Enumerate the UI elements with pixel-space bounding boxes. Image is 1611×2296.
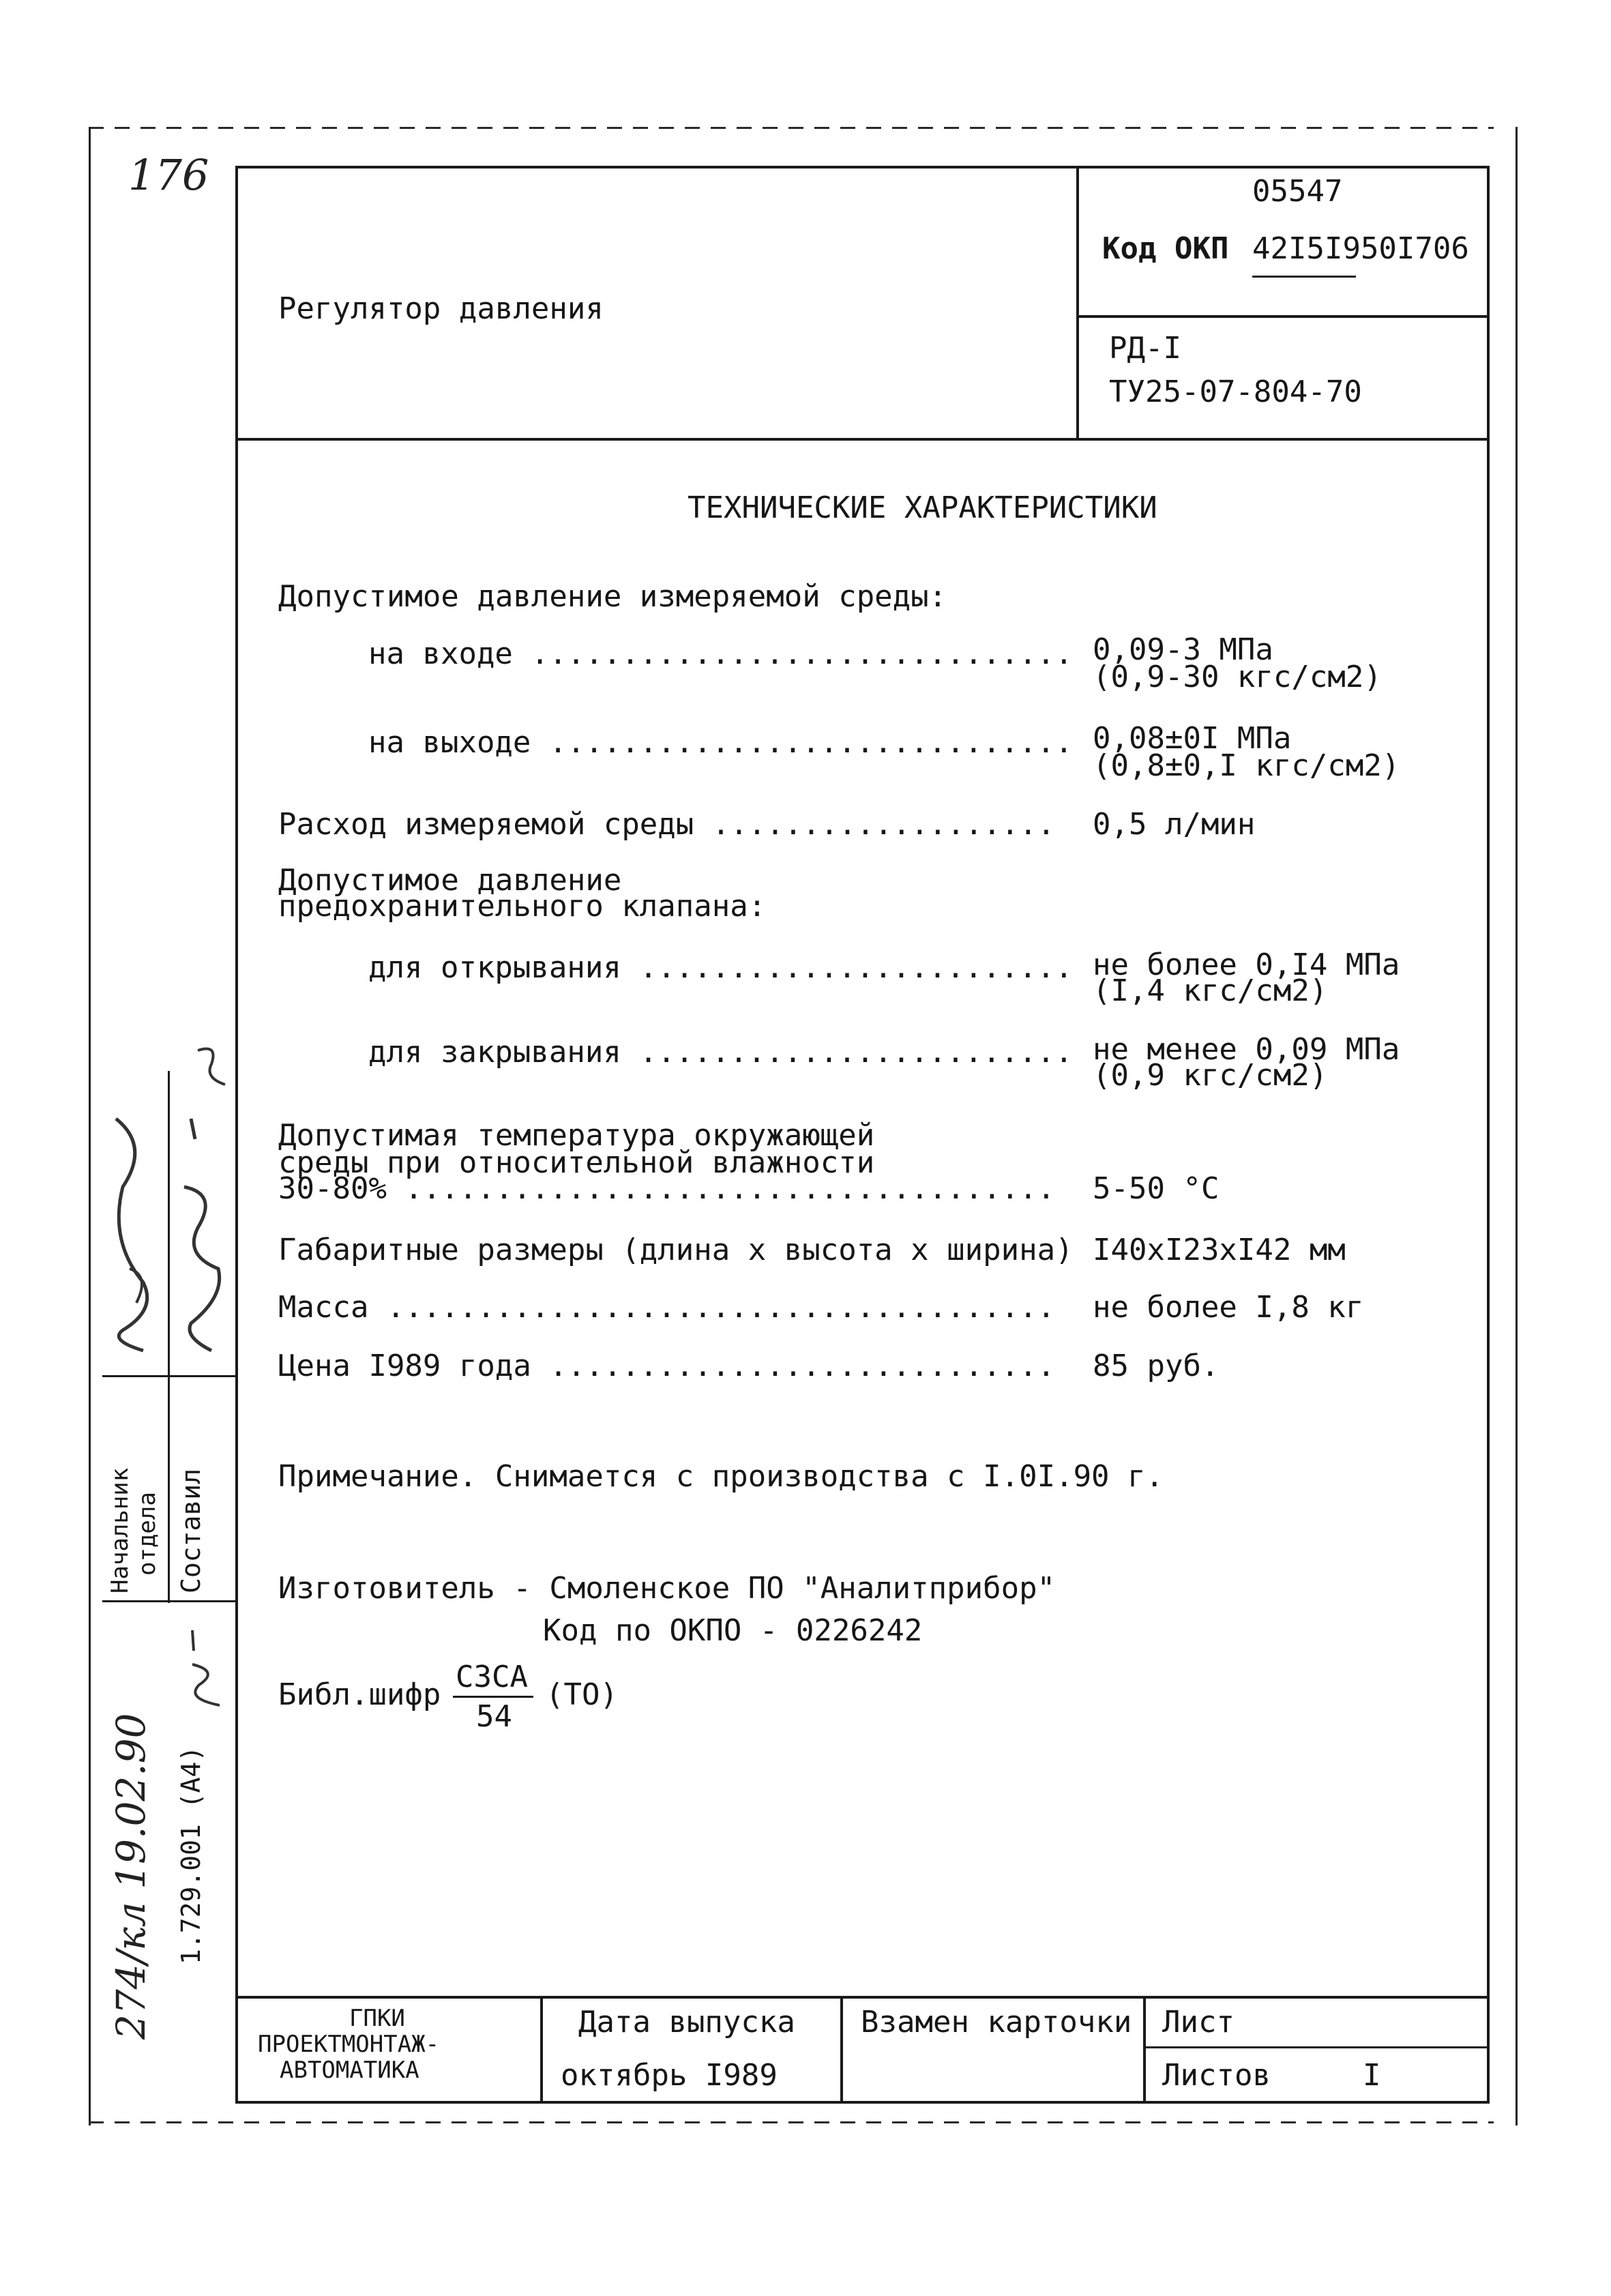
footer-col-2-divider	[840, 1996, 843, 2104]
temp-label-line-3: 30-80% ....................................	[278, 1171, 1056, 1206]
registration-signature	[179, 1623, 233, 1719]
dims-value: I40xI23xI42 мм	[1093, 1233, 1346, 1267]
note: Примечание. Снимается с производства с I.0I.90 г.	[278, 1459, 1164, 1494]
okp-underline	[1252, 276, 1356, 278]
sheets-label: Листов	[1162, 2058, 1271, 2093]
flow-label: Расход измеряемой среды ...................	[278, 807, 1056, 842]
dims-label: Габаритные размеры (длина х высота х ширина)	[278, 1233, 1074, 1267]
mass-label: Масса .....................................	[278, 1290, 1056, 1325]
footer-sheet-rule	[1143, 2046, 1488, 2048]
replace-header: Взамен карточки	[861, 2005, 1132, 2040]
left-margin-rule	[89, 127, 91, 2125]
flow-value: 0,5 л/мин	[1093, 807, 1256, 842]
footer-top-border	[235, 1996, 1490, 1999]
doc-number: 05547	[1252, 174, 1343, 209]
temp-label-line-2: среды при относительной влажности	[278, 1145, 875, 1180]
temp-value: 5-50 °C	[1093, 1171, 1220, 1206]
close-value-kgf: (0,9 кгс/см2)	[1093, 1058, 1328, 1093]
org-line-3: АВТОМАТИКА	[280, 2057, 419, 2084]
stamp-divider	[168, 1071, 170, 1603]
manufacturer-line-1: Изготовитель - Смоленское ПО "Аналитприбор"	[278, 1571, 1056, 1606]
tu-code: ТУ25-07-804-70	[1109, 374, 1362, 409]
inlet-value-kgf: (0,9-30 кгс/см2)	[1093, 660, 1382, 694]
inlet-value-mpa: 0,09-3 МПа	[1093, 632, 1273, 667]
date-value: октябрь I989	[561, 2058, 778, 2093]
library-fraction-bar	[453, 1696, 533, 1698]
manufacturer-line-2: Код по ОКПО - 0226242	[543, 1613, 923, 1648]
pressure-heading: Допустимое давление измеряемой среды:	[278, 579, 947, 614]
temp-label-line-1: Допустимая температура окружающей	[278, 1118, 875, 1153]
footer-bottom-border	[235, 2101, 1490, 2104]
product-name: Регулятор давления	[278, 291, 604, 326]
top-dashed-rule	[89, 127, 1494, 129]
outlet-value-kgf: (0,8±0,I кгс/см2)	[1093, 748, 1400, 783]
head-of-department-label-1: Начальник	[106, 1467, 134, 1593]
date-header: Дата выпуска	[578, 2005, 795, 2040]
handwritten-date: 274/кл 19.02.90	[108, 1713, 154, 2040]
page-title: ТЕХНИЧЕСКИЕ ХАРАКТЕРИСТИКИ	[688, 490, 1157, 525]
library-label: Библ.шифр	[278, 1677, 441, 1712]
header-cell-rule	[1076, 315, 1488, 318]
okp-value: 42I5I950I706	[1252, 231, 1469, 266]
handwritten-page-number: 176	[128, 150, 209, 200]
inlet-label: на входе ..............................	[368, 636, 1074, 671]
org-line-2: ПРОЕКТМОНТАЖ-	[258, 2031, 440, 2058]
price-value: 85 руб.	[1093, 1349, 1220, 1383]
form-right-border	[1487, 166, 1490, 2103]
library-denominator: 54	[476, 1699, 512, 1734]
compiler-signature	[171, 1037, 236, 1364]
org-line-1: ГПКИ	[349, 2005, 405, 2032]
valve-heading-line-2: предохранительного клапана:	[278, 889, 767, 924]
open-value-kgf: (I,4 кгс/см2)	[1093, 973, 1328, 1008]
price-label: Цена I989 года ............................	[278, 1349, 1056, 1383]
sheets-value: I	[1363, 2058, 1381, 2093]
model-code: РД-I	[1109, 331, 1181, 366]
head-of-department-label-2: отдела	[134, 1492, 161, 1576]
form-top-border	[235, 166, 1490, 168]
compiler-label: Составил	[176, 1468, 206, 1593]
mass-value: не более I,8 кг	[1093, 1290, 1364, 1325]
header-divider	[1076, 166, 1079, 439]
footer-col-1-divider	[540, 1996, 543, 2104]
valve-heading-line-1: Допустимое давление	[278, 863, 622, 898]
bottom-dashed-rule	[89, 2121, 1494, 2123]
outlet-label: на выходе .............................	[368, 725, 1074, 760]
close-value-mpa: не менее 0,09 МПа	[1093, 1032, 1400, 1067]
close-label: для закрывания ........................	[368, 1035, 1074, 1070]
footer-col-3-divider	[1143, 1996, 1146, 2104]
library-numerator: СЗСА	[456, 1660, 528, 1694]
right-margin-rule	[1516, 127, 1518, 2125]
open-label: для открывания ........................	[368, 950, 1074, 985]
sheet-label: Лист	[1162, 2005, 1235, 2040]
library-suffix: (ТО)	[546, 1677, 618, 1712]
outlet-value-mpa: 0,08±0I МПа	[1093, 721, 1292, 756]
form-code: 1.729.001 (А4)	[176, 1746, 206, 1964]
header-bottom-border	[235, 438, 1490, 441]
open-value-mpa: не более 0,I4 МПа	[1093, 947, 1400, 982]
head-signature	[102, 1105, 168, 1364]
okp-label: Код ОКП	[1102, 231, 1229, 266]
